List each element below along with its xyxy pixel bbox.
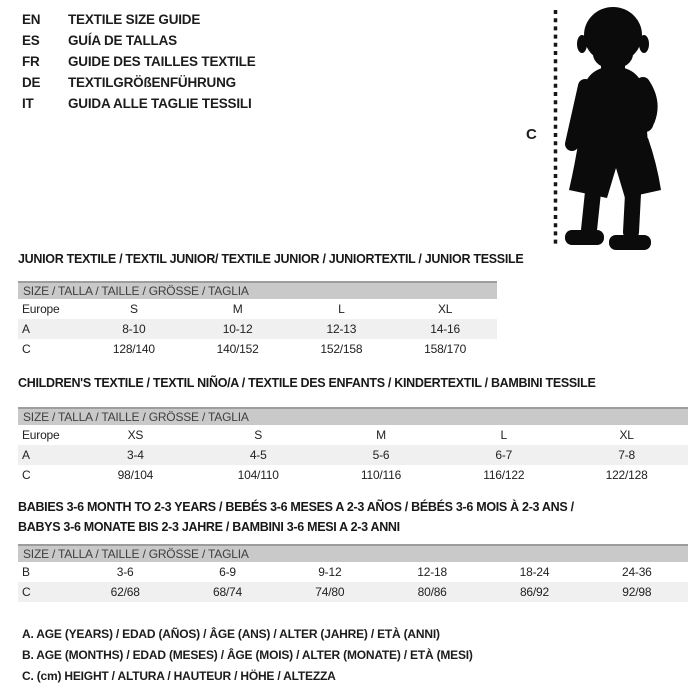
footnote-age-years: A. AGE (YEARS) / EDAD (AÑOS) / ÂGE (ANS) / ALTER (JAHRE) / ETÀ (ANNI): [22, 627, 440, 641]
cell: 140/152: [216, 342, 259, 356]
guide-title: GUÍA DE TALLAS: [68, 33, 177, 48]
table-title-babies-line1: BABIES 3-6 MONTH TO 2-3 YEARS / BEBÉS 3-6 MESES A 2-3 AÑOS / BÉBÉS 3-6 MOIS À 2-3 ANS /: [18, 500, 574, 514]
cell: S: [129, 302, 138, 316]
row-label: B: [22, 565, 30, 579]
guide-title: GUIDE DES TAILLES TEXTILE: [68, 54, 256, 69]
language-code: ES: [22, 33, 40, 48]
toddler-silhouette-icon: [560, 4, 698, 250]
cell: 104/110: [237, 468, 279, 482]
cell: 128/140: [112, 342, 155, 356]
language-row-es: [22, 30, 256, 51]
cell: 116/122: [483, 468, 525, 482]
cell: 10-12: [186, 319, 290, 339]
footnote-height-cm: C. (cm) HEIGHT / ALTURA / HAUTEUR / HÖHE / ALTEZZA: [22, 669, 336, 683]
size-header-row: [18, 408, 688, 425]
cell: 74/80: [279, 582, 381, 602]
language-title-list: [22, 9, 256, 114]
guide-title: TEXTILE SIZE GUIDE: [68, 12, 201, 27]
junior-size-table: [18, 281, 497, 359]
row-label: A: [18, 445, 74, 465]
cell: 3-4: [74, 445, 197, 465]
language-code: DE: [22, 75, 41, 90]
table-row-height: [18, 465, 688, 485]
cell: L: [338, 302, 345, 316]
babies-size-table: [18, 544, 688, 602]
cell: 158/170: [424, 342, 467, 356]
row-label: C: [22, 342, 31, 356]
guide-title: GUIDA ALLE TAGLIE TESSILI: [68, 96, 252, 111]
guide-title: TEXTILGRÖßENFÜHRUNG: [68, 75, 236, 90]
cell: 98/104: [117, 468, 154, 482]
cell: 80/86: [381, 582, 483, 602]
cell: 24-36: [621, 565, 652, 579]
cell: 62/68: [74, 582, 176, 602]
table-row-europe: [18, 425, 688, 445]
table-row-months: [18, 562, 688, 582]
size-header-label: SIZE / TALLA / TAILLE / GRÖSSE / TAGLIA: [18, 282, 497, 299]
cell: L: [500, 428, 508, 442]
cell: 110/116: [360, 468, 402, 482]
size-header-row: [18, 545, 688, 562]
cell: 9-12: [318, 565, 342, 579]
row-label: Europe: [22, 428, 60, 442]
height-measure-label: C: [526, 126, 537, 143]
junior-textile-section: [18, 252, 524, 359]
cell: 152/158: [320, 342, 363, 356]
language-code: IT: [22, 96, 34, 111]
cell: 12-13: [290, 319, 394, 339]
cell: M: [232, 302, 243, 316]
cell: 92/98: [586, 582, 688, 602]
cell: 122/128: [605, 468, 648, 482]
cell: XL: [619, 428, 634, 442]
cell: 14-16: [393, 319, 497, 339]
table-title-junior: JUNIOR TEXTILE / TEXTIL JUNIOR/ TEXTILE JUNIOR / JUNIORTEXTIL / JUNIOR TESSILE: [18, 252, 524, 266]
cell: 12-18: [417, 565, 447, 579]
size-header-row: [18, 282, 497, 299]
footnote-age-months: B. AGE (MONTHS) / EDAD (MESES) / ÂGE (MOIS) / ALTER (MONATE) / ETÀ (MESI): [22, 648, 473, 662]
cell: 6-7: [442, 445, 565, 465]
cell: 68/74: [176, 582, 278, 602]
table-title-children: CHILDREN'S TEXTILE / TEXTIL NIÑO/A / TEXTILE DES ENFANTS / KINDERTEXTIL / BAMBINI TESSILE: [18, 376, 596, 390]
language-row-fr: [22, 51, 256, 72]
language-row-it: [22, 93, 256, 114]
cell: 18-24: [519, 565, 550, 579]
cell: S: [254, 428, 263, 442]
language-row-en: [22, 9, 256, 30]
cell: 5-6: [320, 445, 443, 465]
table-row-height: [18, 339, 497, 359]
size-header-label: SIZE / TALLA / TAILLE / GRÖSSE / TAGLIA: [18, 545, 688, 562]
language-code: EN: [22, 12, 41, 27]
footnotes: [22, 624, 473, 687]
row-label: C: [22, 468, 31, 482]
cell: 8-10: [82, 319, 186, 339]
childrens-textile-section: [18, 376, 688, 485]
language-row-de: [22, 72, 256, 93]
cell: XS: [127, 428, 144, 442]
size-header-label: SIZE / TALLA / TAILLE / GRÖSSE / TAGLIA: [18, 408, 688, 425]
cell: 3-6: [116, 565, 134, 579]
cell: 86/92: [483, 582, 585, 602]
height-measure-line-icon: [553, 10, 558, 246]
row-label: Europe: [22, 302, 60, 316]
cell: 6-9: [219, 565, 236, 579]
row-label: C: [18, 582, 74, 602]
row-label: A: [18, 319, 82, 339]
table-row-age: [18, 445, 688, 465]
table-title-babies-line2: BABYS 3-6 MONATE BIS 2-3 JAHRE / BAMBINI 3-6 MESI A 2-3 ANNI: [18, 520, 400, 534]
table-row-height: [18, 582, 688, 602]
cell: 4-5: [197, 445, 320, 465]
table-row-europe: [18, 299, 497, 319]
cell: XL: [437, 302, 453, 316]
cell: M: [376, 428, 386, 442]
cell: 7-8: [565, 445, 688, 465]
children-size-table: [18, 407, 688, 485]
language-code: FR: [22, 54, 40, 69]
table-row-age: [18, 319, 497, 339]
babies-textile-section: [18, 497, 688, 602]
